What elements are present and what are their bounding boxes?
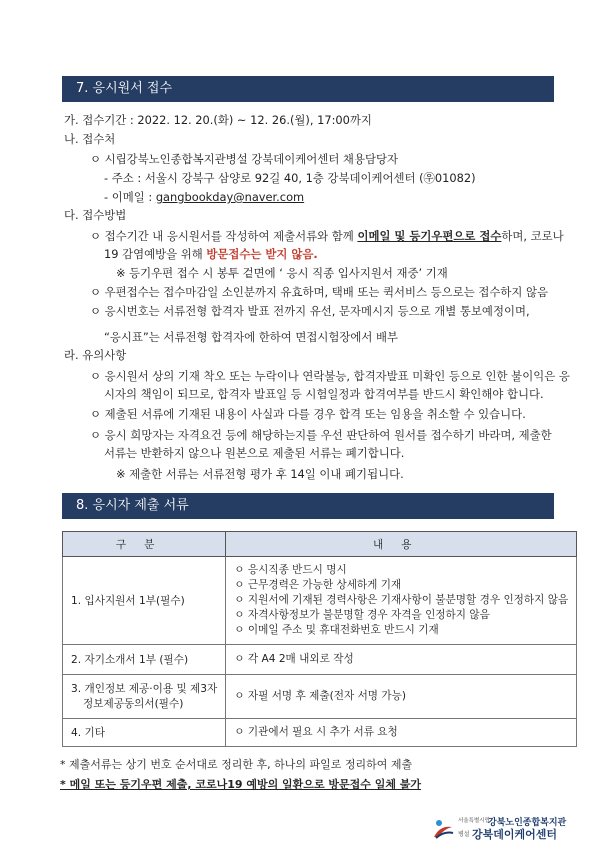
table-row bbox=[63, 719, 577, 747]
row-category bbox=[63, 675, 226, 719]
header-content: 내용 bbox=[226, 532, 577, 557]
place-label: 나. 접수처 bbox=[64, 132, 116, 146]
place-org: ㅇ 시립강북노인종합복지관병설 강북데이케어센터 채용담당자 bbox=[90, 152, 398, 166]
table-row bbox=[63, 645, 577, 675]
row-category-line1: 3. 개인정보 제공·이용 및 제3자 bbox=[71, 682, 218, 695]
logo-center: 강북데이케어센터 bbox=[472, 828, 558, 841]
note-1: * 제출서류는 상기 번호 순서대로 정리한 후, 하나의 파일로 정리하여 제출 bbox=[60, 758, 413, 771]
notice-3b: 서류는 반환하지 않으나 원본으로 제출된 서류는 폐기합니다. bbox=[104, 446, 405, 460]
row-content bbox=[226, 557, 577, 645]
row-item: ㅇ 응시직종 반드시 명시 bbox=[234, 564, 347, 576]
period-text: 가. 접수기간 : 2022. 12. 20.(화) ~ 12. 26.(월), 17:00까지 bbox=[64, 113, 372, 127]
method-3: ㅇ 응시번호는 서류전형 합격자 발표 전까지 유선, 문자메시지 등으로 개별 통보예정이며, bbox=[90, 304, 530, 318]
table-row bbox=[63, 675, 577, 719]
logo-org: 강북노인종합복지관 bbox=[488, 818, 567, 828]
row-item: ㅇ 자격사항정보가 불분명할 경우 자격을 인정하지 않음 bbox=[234, 609, 490, 621]
place-email-label: - 이메일 : bbox=[104, 190, 153, 204]
row-category: 1. 입사지원서 1부(필수) bbox=[63, 557, 226, 645]
row-content bbox=[226, 645, 577, 675]
method-3b: “응시표”는 서류전형 합격자에 한하여 면접시험장에서 배부 bbox=[104, 330, 398, 344]
method-1b: 이메일 및 등기우편으로 접수 bbox=[357, 229, 502, 243]
table-header-row bbox=[63, 532, 577, 557]
place-email-link[interactable]: gangbookday@naver.com bbox=[155, 190, 305, 204]
notice-2: ㅇ 제출된 서류에 기재된 내용이 사실과 다를 경우 합격 또는 임용을 취소할 수 있습니다. bbox=[90, 407, 526, 421]
section7-heading: 7. 응시원서 접수 bbox=[62, 76, 554, 102]
row-content bbox=[226, 675, 577, 719]
method-1a: ㅇ 접수기간 내 응시원서를 작성하여 제출서류와 함께 bbox=[90, 229, 354, 243]
method-1-line1 bbox=[90, 229, 564, 243]
method-label: 다. 접수방법 bbox=[64, 208, 127, 222]
header-category: 구분 bbox=[63, 532, 226, 557]
row-item: ㅇ 자필 서명 후 제출(전자 서명 가능) bbox=[234, 690, 407, 702]
row-item: ㅇ 기관에서 필요 시 추가 서류 요청 bbox=[234, 726, 398, 738]
place-email-row bbox=[104, 190, 304, 204]
method-1e: 방문접수는 받지 않음. bbox=[206, 247, 318, 261]
method-1d: 19 감염예방을 위해 bbox=[104, 247, 203, 261]
place-address: - 주소 : 서울시 강북구 삼양로 92길 40, 1층 강북데이케어센터 (㉾01082) bbox=[104, 171, 476, 185]
method-1-line2 bbox=[104, 247, 318, 261]
logo-small-text: 서울특별시립 bbox=[458, 818, 490, 824]
logo-prefix: 병설 bbox=[458, 831, 470, 838]
method-2: ㅇ 우편접수는 접수마감일 소인분까지 유효하며, 택배 또는 퀵서비스 등으로는 접수하지 않음 bbox=[90, 285, 548, 299]
row-category-line2: 정보제공동의서(필수) bbox=[83, 697, 184, 710]
method-1c: 하며, 코로나 bbox=[501, 229, 564, 243]
notice-1b: 시자의 책임이 되므로, 합격자 발표일 등 시험일정과 합격여부를 반드시 확인해야 합니다. bbox=[104, 387, 544, 401]
row-category: 2. 자기소개서 1부 (필수) bbox=[63, 645, 226, 675]
section8-heading: 8. 응시자 제출 서류 bbox=[62, 493, 554, 519]
notice-3a: ㅇ 응시 희망자는 자격요건 등에 해당하는지를 우선 판단하여 원서를 접수하기 바라며, 제출한 bbox=[90, 428, 552, 442]
row-category: 4. 기타 bbox=[63, 719, 226, 747]
method-note: ※ 등기우편 접수 시 봉투 겉면에 ‘ 응시 직종 입사지원서 재중’ 기재 bbox=[116, 266, 448, 280]
row-item: ㅇ 지원서에 기재된 경력사항은 기재사항이 불분명할 경우 인정하지 않음 bbox=[234, 594, 569, 606]
row-item: ㅇ 각 A4 2매 내외로 작성 bbox=[234, 653, 354, 665]
note-2: * 메일 또는 등기우편 제출, 코로나19 예방의 일환으로 방문접수 일체 불가 bbox=[60, 778, 422, 791]
row-content bbox=[226, 719, 577, 747]
row-item: ㅇ 이메일 주소 및 휴대전화번호 반드시 기재 bbox=[234, 624, 439, 636]
footer-logo bbox=[432, 815, 567, 841]
table-row bbox=[63, 557, 577, 645]
row-item: ㅇ 근무경력은 가능한 상세하게 기재 bbox=[234, 579, 402, 591]
notice-label: 라. 유의사항 bbox=[64, 348, 127, 362]
submission-table bbox=[62, 531, 577, 747]
logo-mark-icon bbox=[432, 817, 454, 839]
notice-1a: ㅇ 응시원서 상의 기재 착오 또는 누락이나 연락불능, 합격자발표 미확인 등으로 인한 불이익은 응 bbox=[90, 369, 570, 383]
notice-note: ※ 제출한 서류는 서류전형 평가 후 14일 이내 폐기됩니다. bbox=[116, 467, 404, 481]
